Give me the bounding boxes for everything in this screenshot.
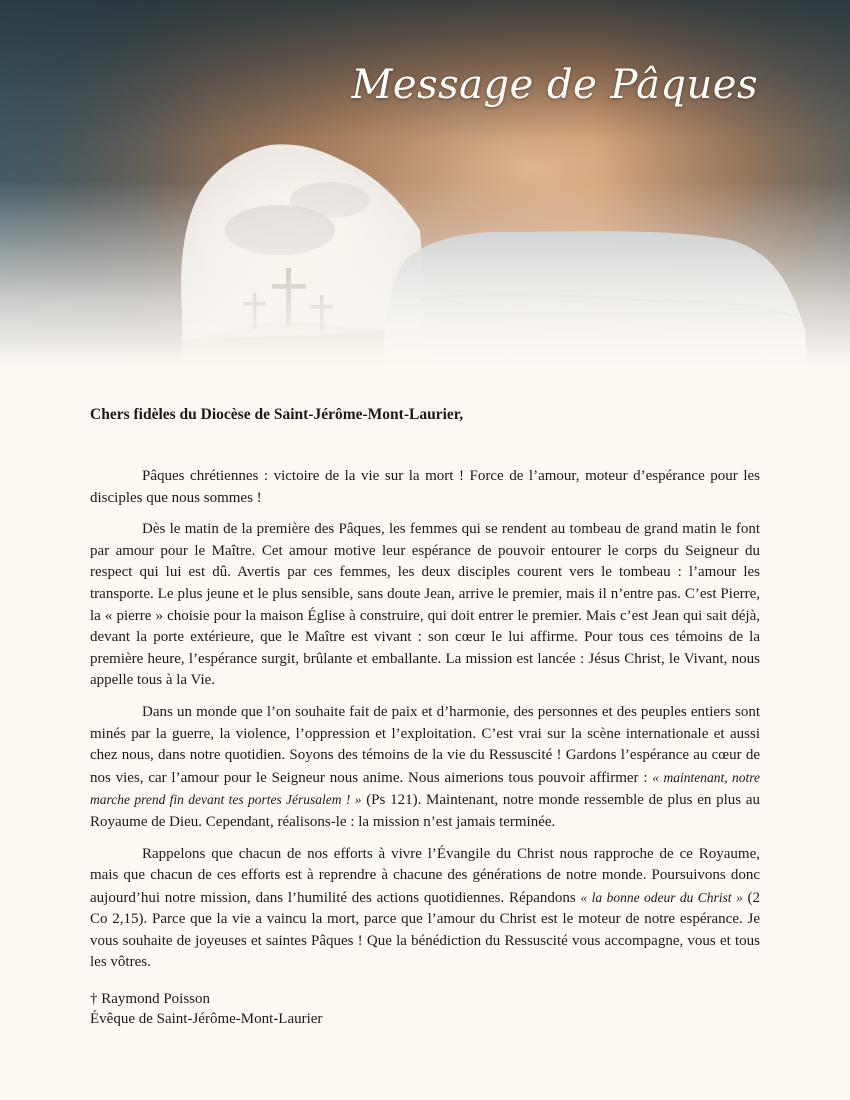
paragraph-text: (Ps 121). Maintenant, notre monde ressemble de plus en plus au Royaume de Dieu. Cependant, réalisons-le : la mission n’est jamais terminée. [90,792,760,830]
header-image [0,0,850,400]
signature-block [90,989,322,1029]
paragraph-text: Dans un monde que l’on souhaite fait de paix et d’harmonie, des personnes et des peuples entiers sont minés par la guerre, la violence, l’oppression et l’exploitation. C’est vrai sur la scène internationale et aussi chez nous, dans notre quotidien. Soyons des témoins de la vie du Ressuscité ! Gardons l’espérance au cœur de nos vies, car l’amour pour le Seigneur nous anime. Nous aimerions tous pouvoir affirmer : [90,703,760,786]
paragraph [90,702,760,834]
signature-name: † Raymond Poisson [90,991,211,1007]
paragraph-text: Rappelons que chacun de nos efforts à vivre l’Évangile du Christ nous rapproche de ce Royaume, mais que chacun de ces efforts est à reprendre à chacune des générations de notre monde. Poursuivons donc aujourd’hui notre mission, dans l’humilité des actions quotidiennes. Répandons [90,845,760,906]
letter-body [90,466,760,984]
paragraph [90,844,760,975]
paragraph: Pâques chrétiennes : victoire de la vie sur la mort ! Force de l’amour, moteur d’espérance pour les disciples que nous sommes ! [90,468,760,506]
paragraph: Dès le matin de la première des Pâques, les femmes qui se rendent au tombeau de grand matin le font par amour pour le Maître. Cet amour motive leur espérance de pouvoir entourer le corps du Seigneur du respect qui lui est dû. Avertis par ces femmes, les deux disciples courent vers le tombeau : l’amour les transporte. Le plus jeune et le plus sensible, sans doute Jean, arrive le premier, mais il n’entre pas. C’est Pierre, la « pierre » choisie pour la maison Église à construire, qui doit entrer le premier. Mais c’est Jean qui sait déjà, devant la porte extérieure, que le Maître est vivant : son cœur le lui affirme. Pour tous ces témoins de la première heure, l’espérance surgit, brûlante et emballante. La mission est lancée : Jésus Christ, le Vivant, nous appelle tous à la Vie. [90,521,760,689]
empty-tomb-three-crosses-image [0,0,850,400]
corinthians-quote: « la bonne odeur du Christ » [580,889,743,905]
paragraph-text: (2 Co 2,15). Parce que la vie a vaincu la mort, parce que l’amour du Christ est le moteur de notre espérance. Je vous souhaite de joyeuses et saintes Pâques ! Que la bénédiction du Ressuscité vous accompagne, vous et tous les vôtres. [90,889,760,971]
psalm-quote: « maintenant, notre marche prend fin devant tes portes Jérusalem ! » [90,769,760,808]
salutation: Chers fidèles du Diocèse de Saint-Jérôme-Mont-Laurier, [90,406,464,423]
signature-role: Évêque de Saint-Jérôme-Mont-Laurier [90,1011,323,1027]
page-title: Message de Pâques [351,62,758,108]
